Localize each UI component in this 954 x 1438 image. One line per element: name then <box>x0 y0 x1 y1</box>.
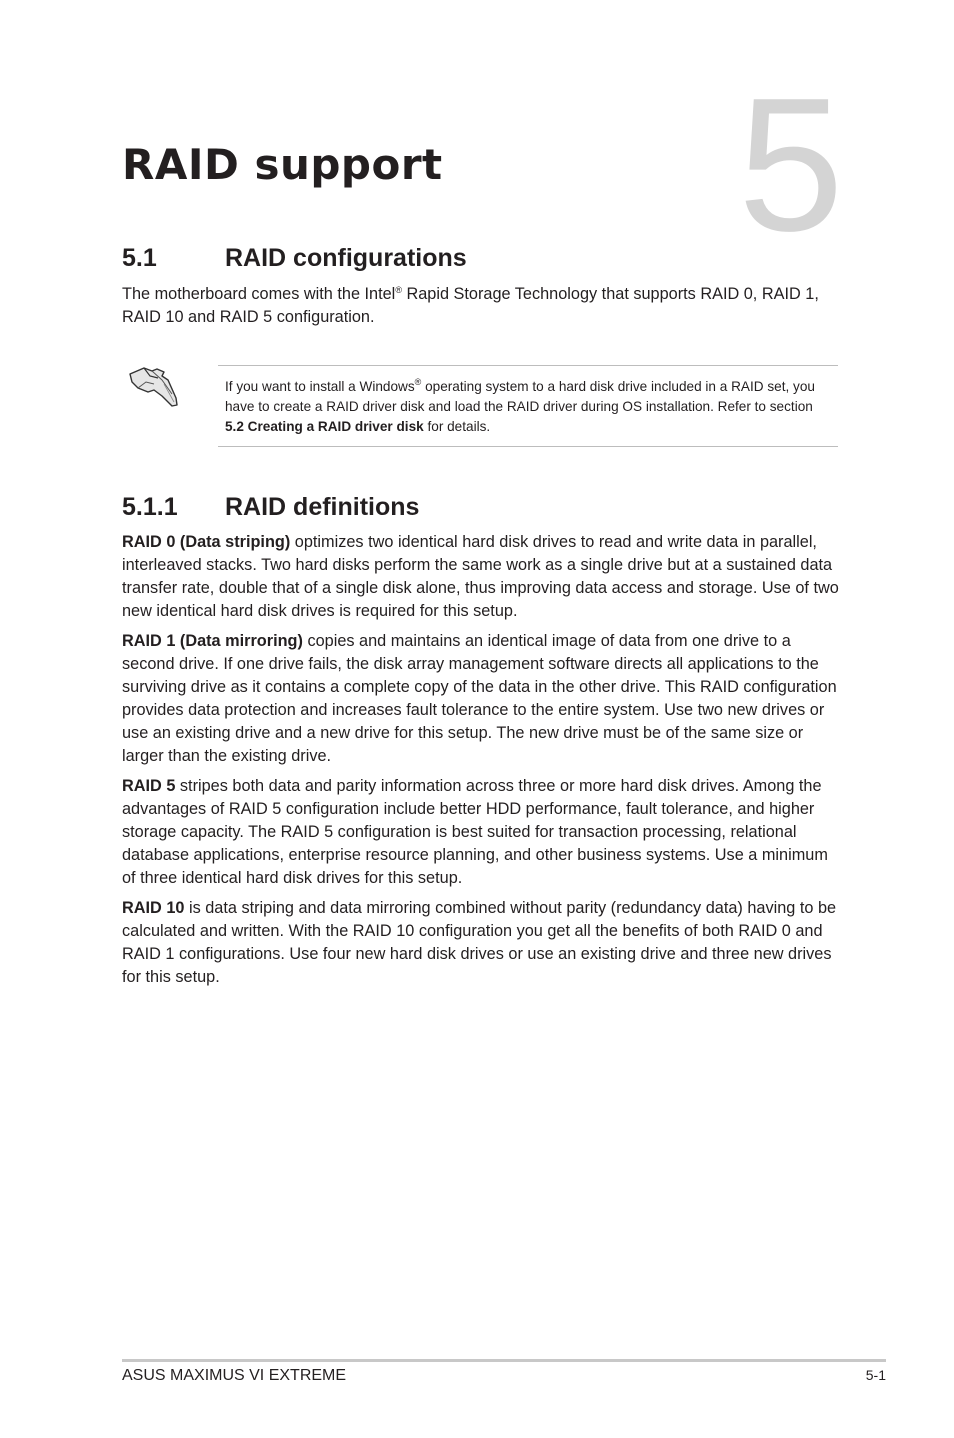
note-text-part: operating system to a hard disk drive included in a RAID set, you have to create a RAID driver disk and load the RAID driver during OS installation. Refer to section <box>225 379 815 414</box>
definition-text: copies and maintains an identical image of data from one drive to a second drive. If one drive fails, the disk array management software directs all applications to the surviving drive as it contains a complete copy of the data in the other drive. This RAID configuration provides data protection and increases fault tolerance to the entire system. Use two new drives or use an existing drive and a new drive for this setup. The new drive must be of the same size or larger than the existing drive. <box>122 632 837 765</box>
raid-definitions <box>122 531 840 996</box>
section-heading <box>122 244 467 273</box>
definition-term: RAID 1 (Data mirroring) <box>122 632 303 650</box>
footer-divider <box>122 1359 886 1362</box>
section-number: 5.1 <box>122 244 157 272</box>
definition-paragraph <box>122 897 840 989</box>
definition-text: stripes both data and parity information across three or more hard disk drives. Among the advantages of RAID 5 configuration include better HDD performance, fault tolerance, and higher storage capacity. The RAID 5 configuration is best suited for transaction processing, relational database applications, enterprise resource planning, and other business systems. Use a minimum of three identical hard disk drives for this setup. <box>122 777 828 887</box>
intro-paragraph <box>122 283 822 329</box>
section-reference: 5.2 Creating a RAID driver disk <box>225 419 424 434</box>
intro-text-cont: Rapid Storage Technology that supports RAID 0, RAID 1, RAID 10 and RAID 5 configuration. <box>122 285 819 326</box>
definition-text: optimizes two identical hard disk drives to read and write data in parallel, interleaved stacks. Two hard disks perform the same work as a single drive but at a sustained data transfer rate, double that of a single disk alone, thus improving data access and storage. Use of two new identical hard disk drives is required for this setup. <box>122 533 839 620</box>
chapter-title: RAID support <box>122 140 443 189</box>
note-box <box>218 365 838 447</box>
subsection-number: 5.1.1 <box>122 493 178 521</box>
footer-product-name: ASUS MAXIMUS VI EXTREME <box>122 1367 347 1384</box>
definition-paragraph <box>122 531 840 623</box>
definition-text: is data striping and data mirroring combined without parity (redundancy data) having to be calculated and written. With the RAID 10 configuration you get all the benefits of both RAID 0 and RAID 1 configurations. Use four new hard disk drives or use an existing drive and three new drives for this setup. <box>122 899 837 986</box>
section-title: RAID configurations <box>225 244 467 272</box>
footer-page-number: 5-1 <box>865 1367 886 1383</box>
note-text-part: If you want to install a Windows <box>225 379 415 394</box>
chapter-number: 5 <box>738 59 844 271</box>
note-text <box>225 377 835 437</box>
registered-mark: ® <box>395 285 402 295</box>
intro-text: The motherboard comes with the Intel <box>122 285 396 303</box>
definition-term: RAID 0 (Data striping) <box>122 533 291 551</box>
subsection-title: RAID definitions <box>225 493 420 521</box>
definition-term: RAID 5 <box>122 777 176 795</box>
definition-term: RAID 10 <box>122 899 185 917</box>
hand-pointing-icon <box>124 362 182 412</box>
registered-mark: ® <box>414 377 422 387</box>
note-text-part: for details. <box>423 419 491 434</box>
subsection-heading <box>122 493 419 522</box>
definition-paragraph <box>122 630 840 768</box>
definition-paragraph <box>122 775 840 890</box>
